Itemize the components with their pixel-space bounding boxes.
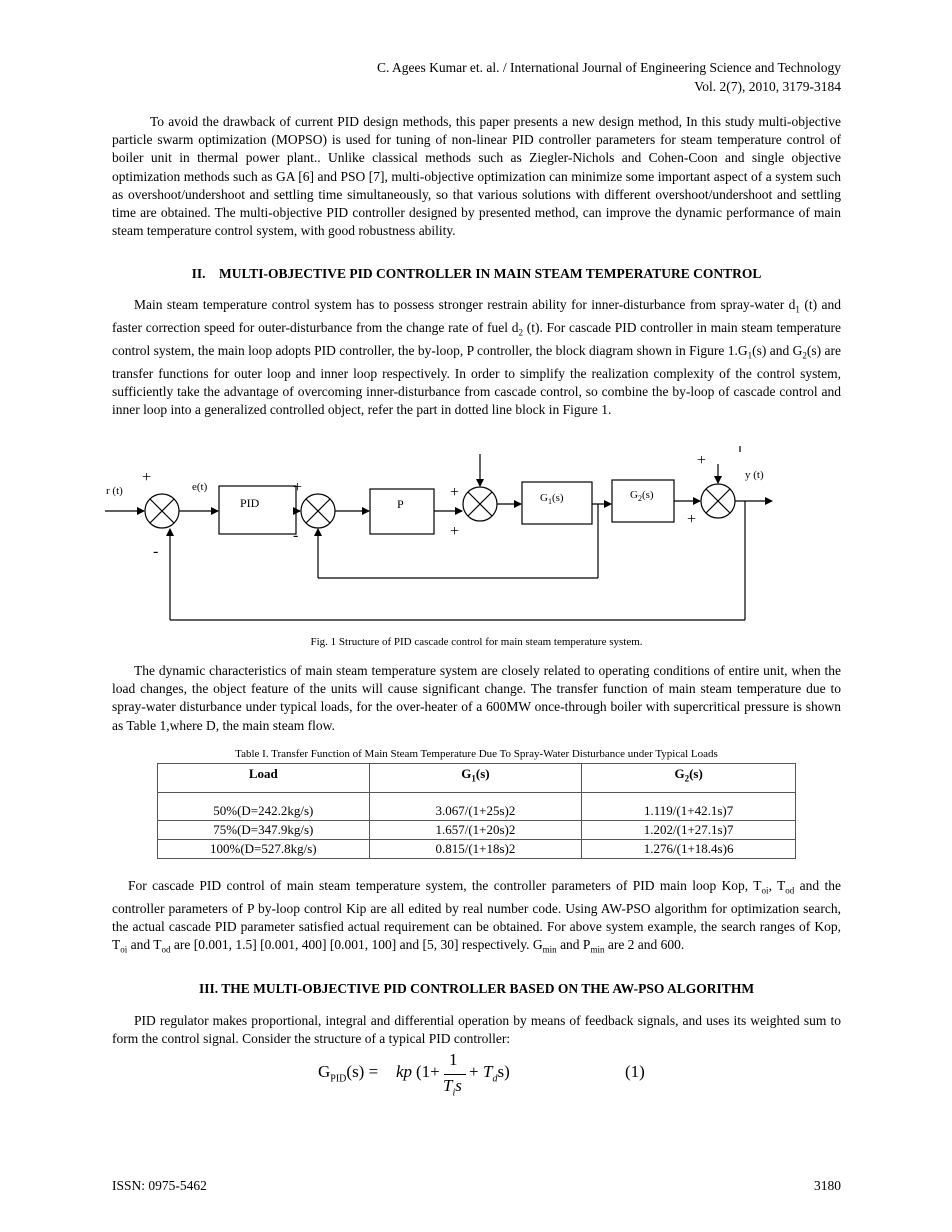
sign-plus-4: +: [450, 523, 460, 540]
cell-load: 75%(D=347.9kg/s): [158, 821, 370, 840]
table-header-row: [158, 764, 796, 793]
section-2-title: II. MULTI-OBJECTIVE PID CONTROLLER IN MAIN STEAM TEMPERATURE CONTROL: [191, 266, 762, 281]
sign-plus-2: +: [293, 479, 303, 496]
cell-g1: 0.815/(1+18s)2: [369, 840, 582, 859]
sign-plus-6: +: [687, 511, 697, 528]
header-g1: $G_1(s)$: [369, 764, 582, 793]
label-g2: $G_2(s)$: [630, 489, 654, 503]
cascade-paragraph: For cascade PID control of main steam temperature system, the controller parameters of PID main loop Kop, $T_{oi}$, $T_{od}$ and the controller parameters of P by-loop control Kip are all edited by real number code. Using AW-PSO algorithm for optimization search, the actual cascade PID parameter satisfied actual requirement can be obtained. For above system example, the search ranges of Kop, $T_{oi}$ and $T_{od}$ are [0.001, 1.5] [0.001, 400] [0.001, 100] and [5, 30] respectively. $G_{min}$ and $P_{min}$ are 2 and 600.: [112, 878, 841, 955]
sign-plus-5: +: [697, 452, 707, 469]
pid-block: [219, 486, 296, 534]
eq-numerator: 1: [449, 1050, 458, 1069]
cell-load: 100%(D=527.8kg/s): [158, 840, 370, 859]
sign-plus-1: +: [142, 469, 152, 486]
table-1-caption: Table I. Transfer Function of Main Steam Temperature Due To Spray-Water Disturbance under Typical Loads: [235, 748, 718, 760]
cell-load: 50%(D=242.2kg/s): [158, 793, 370, 821]
header-g2: $G_2(s)$: [582, 764, 796, 793]
footer-page-number: 3180: [814, 1178, 841, 1193]
cell-g2: 1.119/(1+42.1s)7: [582, 793, 796, 821]
dynamic-paragraph: The dynamic characteristics of main steam temperature system are closely related to operating conditions of entire unit, when the load changes, the object feature of the units will cause significant change. The transfer function of main steam temperature due to spray-water disturbance under typical loads, for the over-heater of a 600MW once-through boiler with supercritical pressure is shown as Table 1,where D, the main steam flow.: [112, 663, 841, 733]
figure-1-block-diagram: [100, 432, 780, 632]
cell-g2: 1.276/(1+18.4s)6: [582, 840, 796, 859]
header-load: Load: [158, 764, 370, 793]
label-g1: $G_1(s)$: [540, 492, 564, 506]
cascade-block: [112, 877, 841, 959]
figure-1-caption: Fig. 1 Structure of PID cascade control for main steam temperature system.: [310, 636, 643, 648]
header-journal-line: C. Agees Kumar et. al. / International Journal of Engineering Science and Technology: [376, 60, 841, 75]
sign-plus-3: +: [450, 484, 460, 501]
section-2-body: [112, 296, 841, 419]
g2-block: [612, 480, 674, 522]
table-row: [158, 793, 796, 821]
intro-paragraph: To avoid the drawback of current PID design methods, this paper presents a new design method, In this study multi-objective particle swarm optimization (MOPSO) is used for tuning of non-linear PID controller parameters for steam temperature control of boiler unit in thermal power plant.. Unlike classical methods such as Ziegler-Nichols and Cohen-Coon and single objective optimization methods such as GA [6] and PSO [7], multi-objective optimization can minimize some important aspect of a system such as overshoot/undershoot and settling time simultaneously, so that various solutions with different overshoot/undershoot and settling time are obtained. The multi-objective PID controller designed by presented method, can improve the dynamic performance of main steam temperature control system, with good robustness ability.: [112, 114, 841, 239]
header-volume-line: Vol. 2(7), 2010, 3179-3184: [694, 79, 841, 94]
table-row: [158, 840, 796, 859]
eq-td: $T_ds$): [483, 1062, 510, 1085]
running-header: [112, 58, 841, 96]
section-3-body: [112, 1012, 841, 1048]
cell-g2: 1.202/(1+27.1s)7: [582, 821, 796, 840]
cell-g1: 1.657/(1+20s)2: [369, 821, 582, 840]
cell-g1: 3.067/(1+25s)2: [369, 793, 582, 821]
table-row: [158, 821, 796, 840]
label-r-t: r (t): [106, 485, 123, 497]
label-p: P: [397, 497, 404, 511]
eq-lhs: $G_{PID}(s)$ =: [318, 1062, 379, 1085]
sign-minus-1: -: [153, 543, 159, 560]
section-3-paragraph: PID regulator makes proportional, integral and differential operation by means of feedback signals, and uses its weighted sum to form the control signal. Consider the structure of a typical PID controller:: [112, 1013, 841, 1047]
footer-issn: ISSN: 0975-5462: [112, 1178, 207, 1193]
eq-fraction-bar: [444, 1074, 466, 1075]
dynamic-block: [112, 662, 841, 735]
transfer-function-table: [157, 763, 796, 859]
intro-block: [112, 113, 841, 240]
eq-plus: +: [469, 1062, 479, 1081]
p-block: [370, 489, 434, 534]
label-e-t: e(t): [192, 481, 208, 493]
section-2-heading-block: [112, 265, 841, 283]
eq-denominator: $T_is$: [443, 1076, 462, 1099]
section-3-title: III. THE MULTI-OBJECTIVE PID CONTROLLER BASED ON THE AW-PSO ALGORITHM: [198, 981, 755, 996]
label-pid: PID: [240, 496, 260, 510]
sign-minus-2: -: [293, 527, 299, 544]
label-y-t: y (t): [745, 469, 764, 481]
eq-open: (1+: [416, 1062, 440, 1081]
eq-kp: kp: [396, 1062, 413, 1081]
equation-1: [318, 1050, 678, 1100]
section-3-heading-block: [112, 980, 841, 998]
eq-number: (1): [625, 1062, 645, 1081]
section-2-paragraph: Main steam temperature control system has to possess stronger restrain ability for inner-disturbance from spray-water $d_1$ (t) and faster correction speed for outer-disturbance from the change rate of fuel $d_2$ (t). For cascade PID controller in main steam temperature control system, the main loop adopts PID controller, the by-loop, P controller, the block diagram shown in Figure $1.G_1(s)$ and $G_2(s)$ are transfer functions for outer loop and inner loop respectively. In order to simplify the realization complexity of the control system, sufficiently take the advantage of overcoming inner-disturbance from cascade control, so combine the by-loop of cascade control and inner loop into a generalized controlled object, refer the part in dotted line block in Figure 1.: [112, 297, 842, 418]
